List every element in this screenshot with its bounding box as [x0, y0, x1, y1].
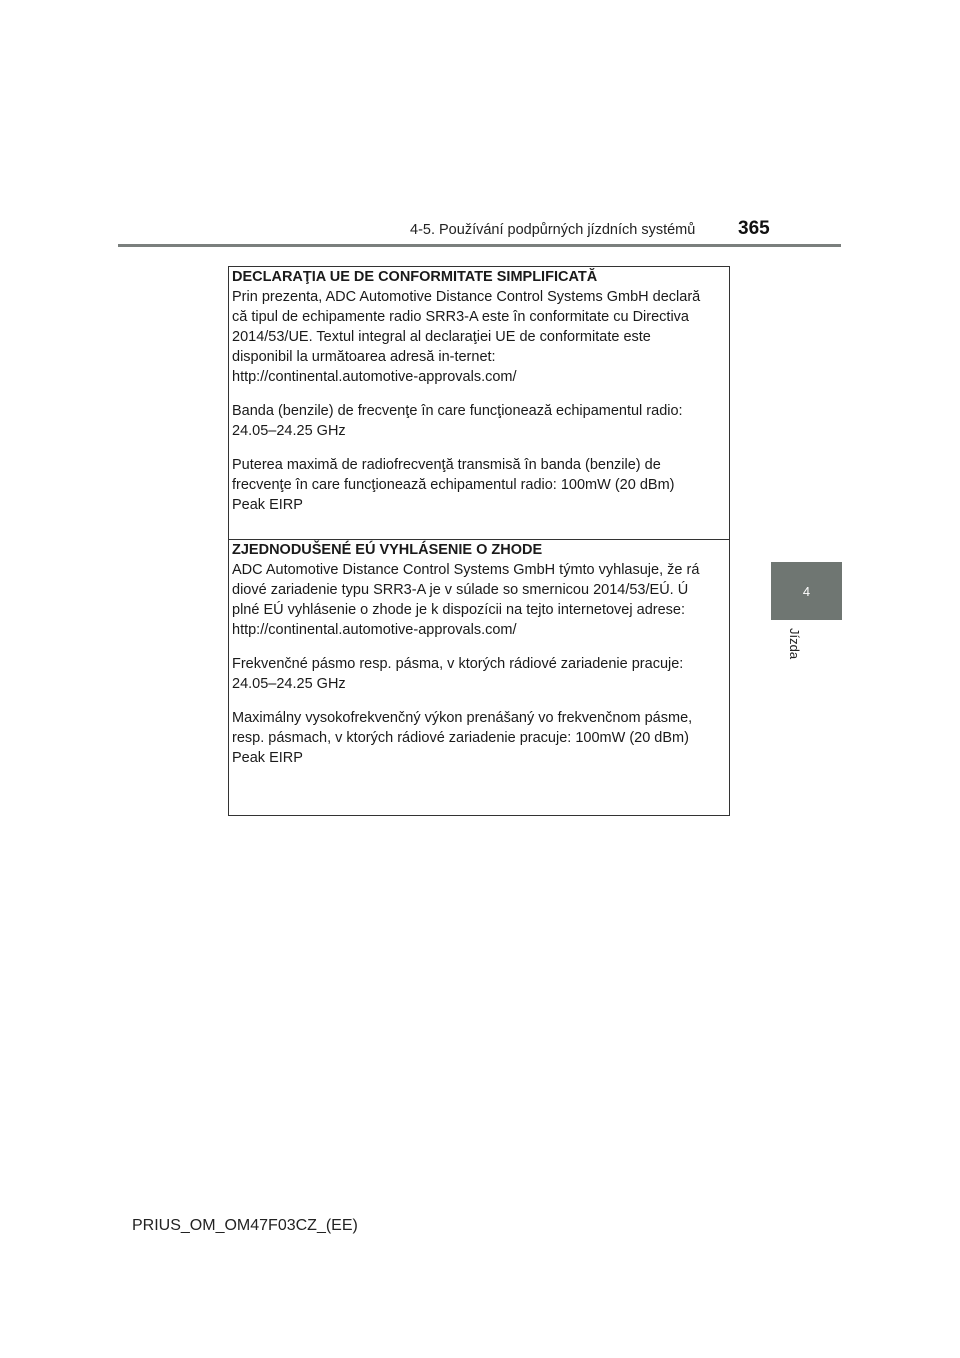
chapter-tab[interactable] [771, 562, 842, 620]
chapter-label: Jízda [787, 628, 802, 660]
declaration-title: DECLARAŢIA UE DE CONFORMITATE SIMPLIFICATĂ [232, 269, 598, 285]
declaration-box [228, 266, 730, 816]
declaration-paragraph: Prin prezenta, ADC Automotive Distance Control Systems GmbH declară că tipul de echipamente radio SRR3-A este în conformitate cu Directiva 2014/53/UE. Textul integral al declaraţiei UE de conformitate este disponibil la următoarea adresă in-ternet: http://continental.automotive-approvals.com/ [232, 289, 701, 385]
max-power-paragraph: Puterea maximă de radiofrecvenţă transmisă în banda (benzile) de frecvenţe în care funcţionează echipamentul radio: 100mW (20 dBm) Peak EIRP [232, 457, 675, 513]
declaration-slovak [229, 540, 729, 768]
page-number: 365 [738, 218, 770, 239]
section-title: 4-5. Používání podpůrných jízdních systémů [410, 222, 696, 238]
frequency-band-paragraph: Banda (benzile) de frecvenţe în care funcţionează echipamentul radio: 24.05–24.25 GHz [232, 403, 683, 439]
frequency-band-paragraph: Frekvenčné pásmo resp. pásma, v ktorých rádiové zariadenie pracuje: 24.05–24.25 GHz [232, 656, 684, 692]
declaration-romanian [229, 267, 729, 540]
declaration-paragraph: ADC Automotive Distance Control Systems GmbH týmto vyhlasuje, že rá diové zariadenie typu SRR3-A je v súlade so smernicou 2014/53/EÚ. Ú plné EÚ vyhlásenie o zhode je k dispozícii na tejto internetovej adrese: http://continental.automotive-approvals.com/ [232, 562, 700, 638]
max-power-paragraph: Maximálny vysokofrekvenčný výkon prenášaný vo frekvenčnom pásme, resp. pásmach, v ktorých rádiové zariadenie pracuje: 100mW (20 dBm) Peak EIRP [232, 710, 693, 766]
chapter-number: 4 [802, 583, 811, 599]
declaration-title: ZJEDNODUŠENÉ EÚ VYHLÁSENIE O ZHODE [232, 542, 543, 558]
document-code: PRIUS_OM_OM47F03CZ_(EE) [132, 1217, 358, 1234]
header-divider [118, 244, 841, 247]
